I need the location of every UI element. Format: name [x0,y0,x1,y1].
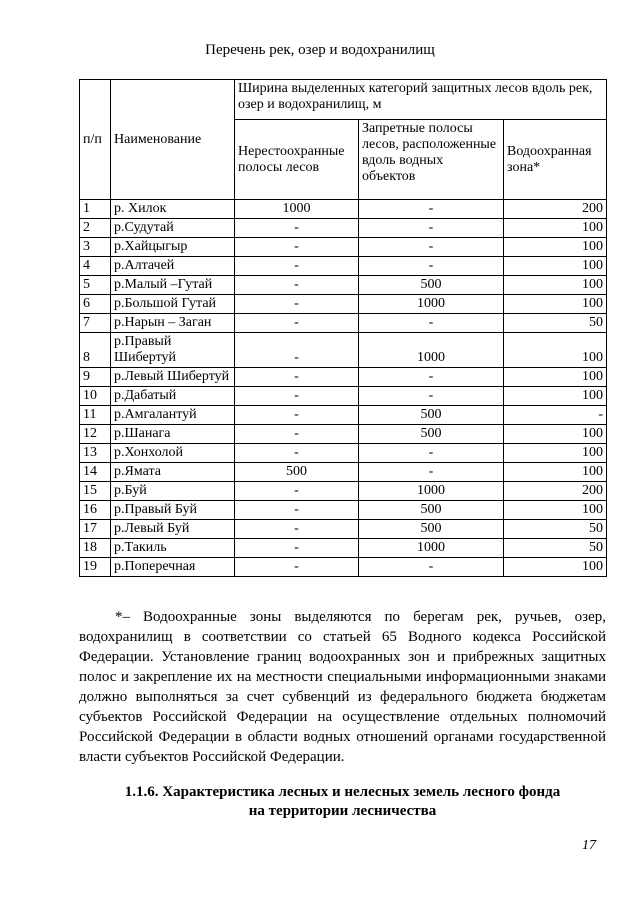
row-number: 1 [80,200,111,219]
river-name: р.Дабатый [111,387,235,406]
spawning-strip-width: - [235,444,359,463]
spawning-strip-width: - [235,539,359,558]
river-name: р.Левый Шибертуй [111,368,235,387]
river-name: р.Судутай [111,219,235,238]
water-protection-zone-width: 50 [504,520,607,539]
spawning-strip-width: - [235,276,359,295]
spawning-strip-width: - [235,501,359,520]
prohibited-strip-width: - [359,314,504,333]
river-name: р. Хилок [111,200,235,219]
spawning-strip-width: - [235,238,359,257]
prohibited-strip-width: 500 [359,276,504,295]
spawning-strip-width: - [235,406,359,425]
water-protection-zone-width: 100 [504,257,607,276]
water-protection-zone-width: 100 [504,333,607,368]
header-num: п/п [80,80,111,200]
row-number: 16 [80,501,111,520]
spawning-strip-width: - [235,333,359,368]
prohibited-strip-width: 1000 [359,482,504,501]
river-name: р.Левый Буй [111,520,235,539]
water-protection-zone-width: 50 [504,314,607,333]
prohibited-strip-width: 500 [359,520,504,539]
spawning-strip-width: 1000 [235,200,359,219]
river-name: р.Ямата [111,463,235,482]
spawning-strip-width: - [235,387,359,406]
water-protection-zone-width: 100 [504,368,607,387]
table-row [80,276,607,295]
river-name: р.Поперечная [111,558,235,577]
row-number: 3 [80,238,111,257]
prohibited-strip-width: 500 [359,425,504,444]
river-name: р.Правый Шибертуй [111,333,235,368]
spawning-strip-width: 500 [235,463,359,482]
prohibited-strip-width: - [359,387,504,406]
header-group: Ширина выделенных категорий защитных лесов вдоль рек, озер и водохранилищ, м [235,80,607,120]
prohibited-strip-width: - [359,200,504,219]
row-number: 10 [80,387,111,406]
water-protection-zone-width: 100 [504,276,607,295]
prohibited-strip-width: - [359,444,504,463]
row-number: 12 [80,425,111,444]
water-protection-zone-width: 100 [504,425,607,444]
header-name: Наименование [111,80,235,200]
river-name: р.Правый Буй [111,501,235,520]
table-row [80,257,607,276]
row-number: 11 [80,406,111,425]
table-row [80,200,607,219]
water-protection-zone-width: 100 [504,463,607,482]
row-number: 18 [80,539,111,558]
spawning-strip-width: - [235,219,359,238]
row-number: 6 [80,295,111,314]
spawning-strip-width: - [235,257,359,276]
water-protection-zone-width: 200 [504,482,607,501]
row-number: 13 [80,444,111,463]
spawning-strip-width: - [235,295,359,314]
page-number: 17 [582,838,596,853]
row-number: 17 [80,520,111,539]
prohibited-strip-width: 1000 [359,333,504,368]
water-protection-zone-width: 50 [504,539,607,558]
table-row [80,295,607,314]
water-protection-zone-width: 100 [504,219,607,238]
rivers-table [79,79,607,577]
section-heading [79,783,606,821]
spawning-strip-width: - [235,425,359,444]
spawning-strip-width: - [235,520,359,539]
prohibited-strip-width: - [359,463,504,482]
prohibited-strip-width: 500 [359,501,504,520]
row-number: 19 [80,558,111,577]
table-row [80,333,607,368]
table-row [80,558,607,577]
river-name: р.Алтачей [111,257,235,276]
table-row [80,219,607,238]
river-name: р.Хайцыгыр [111,238,235,257]
header-spawning-strips: Нерестоохранные полосы лесов [235,120,359,200]
river-name: р.Амгалантуй [111,406,235,425]
river-name: р.Такиль [111,539,235,558]
row-number: 9 [80,368,111,387]
row-number: 8 [80,333,111,368]
row-number: 2 [80,219,111,238]
river-name: р.Буй [111,482,235,501]
table-row [80,463,607,482]
table-row [80,368,607,387]
row-number: 15 [80,482,111,501]
river-name: р.Малый –Гутай [111,276,235,295]
river-name: р.Нарын – Заган [111,314,235,333]
water-protection-zone-width: 100 [504,295,607,314]
table-title: Перечень рек, озер и водохранилищ [205,42,435,58]
row-number: 4 [80,257,111,276]
table-row [80,314,607,333]
row-number: 14 [80,463,111,482]
water-protection-zone-width: 100 [504,501,607,520]
table-row [80,501,607,520]
prohibited-strip-width: - [359,368,504,387]
table-row [80,425,607,444]
prohibited-strip-width: - [359,257,504,276]
table-row [80,520,607,539]
header-water-protection-zone: Водоохранная зона* [504,120,607,200]
table-row [80,238,607,257]
row-number: 7 [80,314,111,333]
table-row [80,387,607,406]
prohibited-strip-width: 500 [359,406,504,425]
prohibited-strip-width: - [359,219,504,238]
table-row [80,482,607,501]
water-protection-zone-width: 100 [504,387,607,406]
river-name: р.Хонхолой [111,444,235,463]
table-row [80,406,607,425]
water-protection-zone-width: - [504,406,607,425]
section-heading-line1: 1.1.6. Характеристика лесных и нелесных земель лесного фонда [124,784,561,800]
table-row [80,539,607,558]
spawning-strip-width: - [235,558,359,577]
spawning-strip-width: - [235,368,359,387]
water-protection-zone-width: 100 [504,238,607,257]
water-protection-zone-width: 100 [504,444,607,463]
row-number: 5 [80,276,111,295]
prohibited-strip-width: 1000 [359,539,504,558]
spawning-strip-width: - [235,482,359,501]
prohibited-strip-width: - [359,558,504,577]
water-protection-zone-width: 200 [504,200,607,219]
water-protection-zone-width: 100 [504,558,607,577]
header-prohibited-strips: Запретные полосы лесов, расположенные вдоль водных объектов [359,120,504,200]
prohibited-strip-width: - [359,238,504,257]
spawning-strip-width: - [235,314,359,333]
river-name: р.Шанага [111,425,235,444]
river-name: р.Большой Гутай [111,295,235,314]
table-row [80,444,607,463]
prohibited-strip-width: 1000 [359,295,504,314]
section-heading-line2: на территории лесничества [248,803,437,819]
footnote: *– Водоохранные зоны выделяются по берегам рек, ручьев, озер, водохранилищ в соответствии со статьей 65 Водного кодекса Российской Федерации. Установление границ водоохранных зон и прибрежных защитных полос и закрепление их на местности специальными информационными знаками должно выполняться за счет субвенций из федерального бюджета бюджетам субъектов Российской Федерации на осуществление отдельных полномочий Российской Федерации в области водных отношений органами государственной власти субъектов Российской Федерации. [79,609,606,765]
